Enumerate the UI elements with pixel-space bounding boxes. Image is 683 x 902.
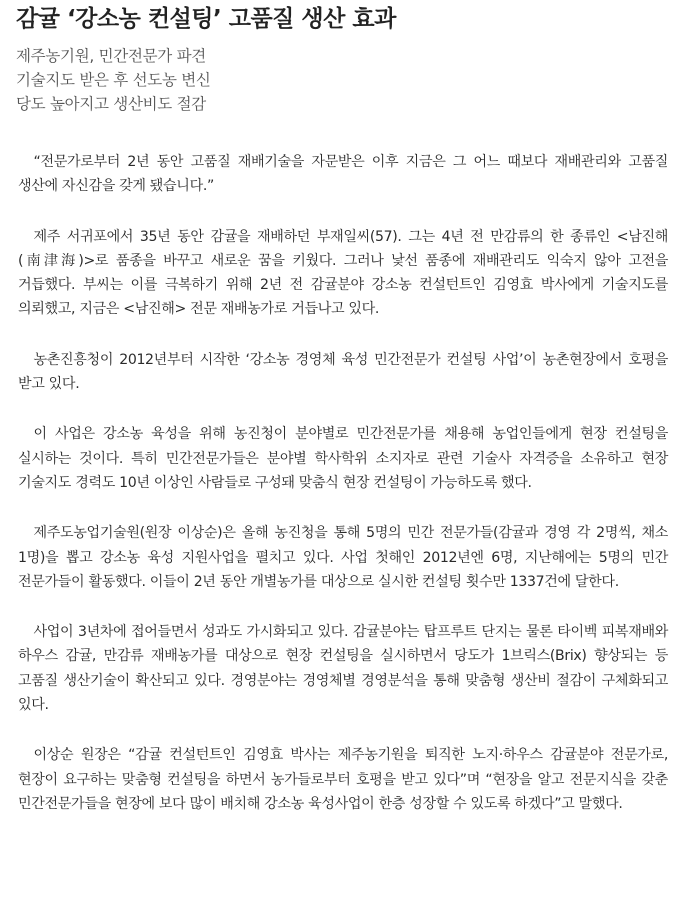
- article-subheads: [16, 44, 669, 116]
- paragraph-jeju-institute: 제주도농업기술원(원장 이상순)은 올해 농진청을 통해 5명의 민간 전문가들(감귤과 경영 각 2명씩, 채소 1명)을 뽑고 강소농 육성 지원사업을 펼치고 있다. 사업 첫해인 2012년엔 6명, 지난해에는 5명의 민간 전문가들이 활동했다. 이들이 2년 동안 개별농가를 대상으로 실시한 컨설팅 횟수만 1337건에 달한다.: [18, 525, 668, 590]
- subhead-3: 당도 높아지고 생산비도 절감: [16, 95, 206, 113]
- paragraph-program-details: 이 사업은 강소농 육성을 위해 농진청이 분야별로 민간전문가를 채용해 농업인들에게 현장 컨설팅을 실시하는 것이다. 특히 민간전문가들은 분야별 학사학위 소지자로 관련 기술사 자격증을 소유하고 현장 기술지도 경력도 10년 이상인 사람들로 구성돼 맞춤식 현장 컨설팅이 가능하도록 했다.: [18, 426, 668, 491]
- article-body: [18, 150, 668, 842]
- paragraph-director-quote: 이상순 원장은 “감귤 컨설턴트인 김영효 박사는 제주농기원을 퇴직한 노지·하우스 감귤분야 전문가로, 현장이 요구하는 맞춤형 컨설팅을 하면서 농가들로부터 호평을 받고 있다”며 “현장을 알고 전문지식을 갖춘 민간전문가들을 현장에 보다 많이 배치해 강소농 육성사업이 한층 성장할 수 있도록 하겠다”고 말했다.: [18, 747, 668, 812]
- paragraph-program-intro: 농촌진흥청이 2012년부터 시작한 ‘강소농 경영체 육성 민간전문가 컨설팅 사업’이 농촌현장에서 호평을 받고 있다.: [18, 351, 668, 393]
- subhead-1: 제주농기원, 민간전문가 파견: [16, 47, 206, 65]
- paragraph-farmer-story: 제주 서귀포에서 35년 동안 감귤을 재배하던 부재일씨(57). 그는 4년 전 만감류의 한 종류인 <남진해(南津海)>로 품종을 바꾸고 새로운 꿈을 키웠다. 그러나 낯선 품종에 재배관리도 익숙지 않아 고전을 거듭했다. 부씨는 이를 극복하기 위해 2년 전 감귤분야 강소농 컨설턴트인 김영효 박사에게 기술지도를 의뢰했고, 지금은 <남진해> 전문 재배농가로 거듭나고 있다.: [18, 228, 668, 318]
- paragraph-results: 사업이 3년차에 접어들면서 성과도 가시화되고 있다. 감귤분야는 탑프루트 단지는 물론 타이벡 피복재배와 하우스 감귤, 만감류 재배농가를 대상으로 현장 컨설팅을 실시하면서 당도가 1브릭스(Brix) 향상되는 등 고품질 생산기술이 확산되고 있다. 경영분야는 경영체별 경영분석을 통해 맞춤형 생산비 절감이 구체화되고 있다.: [18, 624, 668, 714]
- paragraph-quote: “전문가로부터 2년 동안 고품질 재배기술을 자문받은 이후 지금은 그 어느 때보다 재배관리와 고품질 생산에 자신감을 갖게 됐습니다.”: [18, 154, 668, 195]
- subhead-2: 기술지도 받은 후 선도농 변신: [16, 71, 211, 89]
- article-headline: 감귤 ‘강소농 컨설팅’ 고품질 생산 효과: [16, 6, 396, 32]
